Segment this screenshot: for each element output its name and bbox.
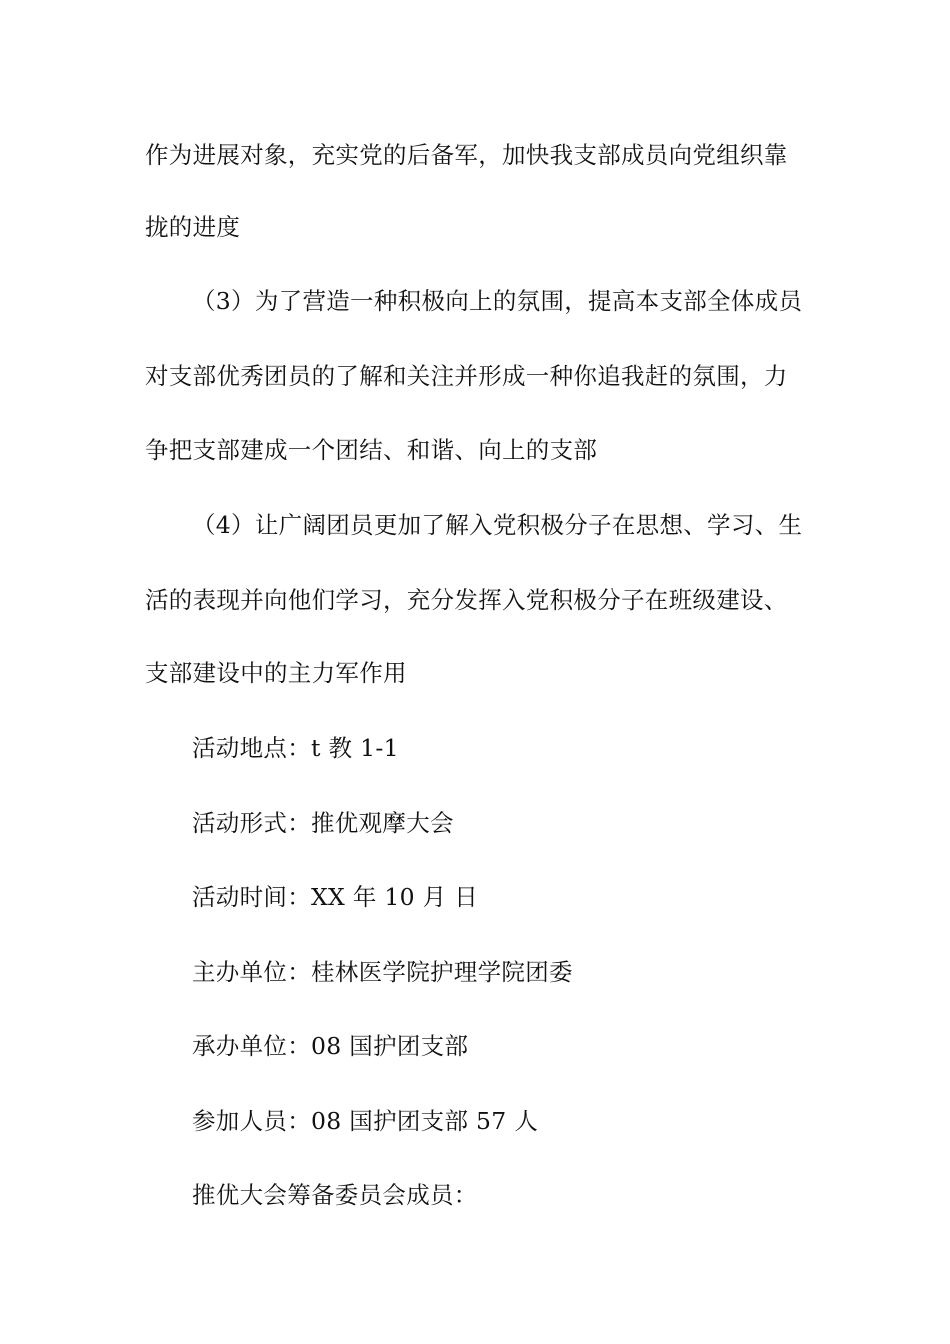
participants: 参加人员：08 国护团支部 57 人 (192, 1107, 539, 1135)
activity-location: 活动地点：t 教 1-1 (192, 734, 399, 762)
activity-time: 活动时间：XX 年 10 月 日 (192, 883, 479, 911)
co-organizer: 承办单位：08 国护团支部 (192, 1032, 469, 1060)
paragraph-line: （4）让广阔团员更加了解入党积极分子在思想、学习、生 (192, 511, 803, 539)
paragraph-line: 支部建设中的主力军作用 (145, 659, 407, 687)
paragraph-line: （3）为了营造一种积极向上的氛围，提高本支部全体成员 (192, 287, 803, 315)
organizer: 主办单位：桂林医学院护理学院团委 (192, 958, 573, 986)
paragraph-line: 对支部优秀团员的了解和关注并形成一种你追我赶的氛围，力 (145, 362, 788, 390)
paragraph-line: 争把支部建成一个团结、和谐、向上的支部 (145, 436, 598, 464)
paragraph-line: 作为进展对象，充实党的后备军，加快我支部成员向党组织靠 (145, 141, 788, 169)
committee-heading: 推优大会筹备委员会成员： (192, 1181, 478, 1209)
activity-format: 活动形式：推优观摩大会 (192, 809, 454, 837)
paragraph-line: 活的表现并向他们学习，充分发挥入党积极分子在班级建设、 (145, 586, 788, 614)
paragraph-line: 拢的进度 (145, 213, 241, 241)
